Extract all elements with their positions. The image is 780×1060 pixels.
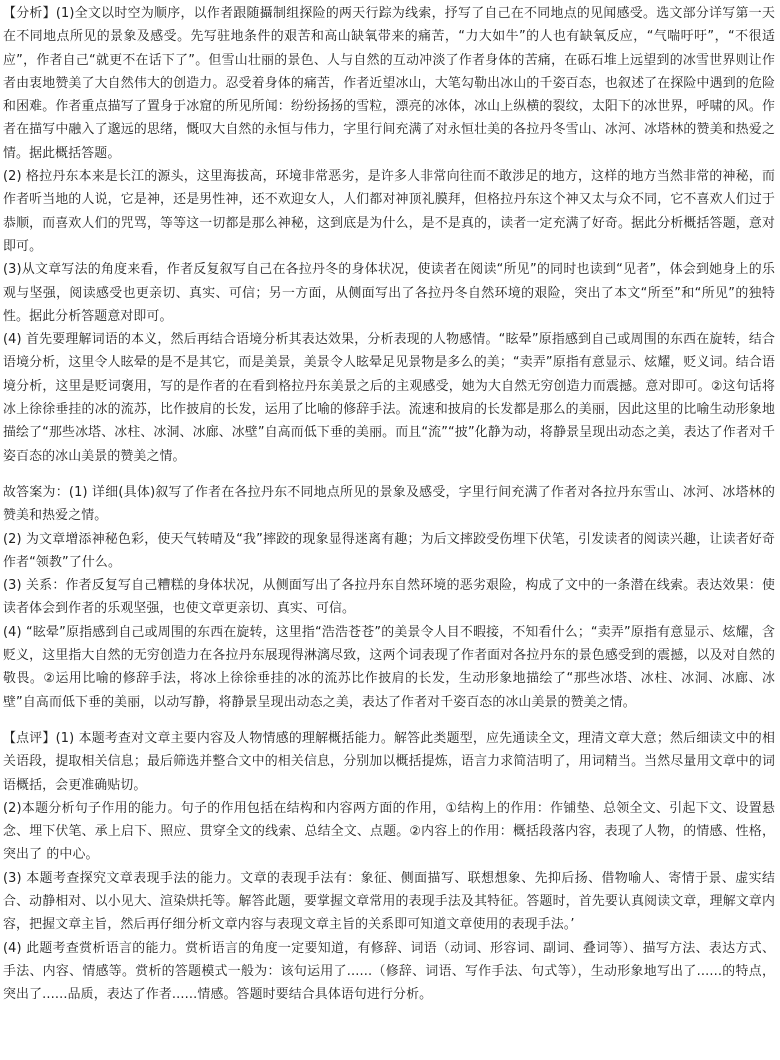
comment-section (3, 727, 775, 1007)
section-gap (3, 714, 775, 727)
answer-paragraph-4: (4) “眩晕”原指感到自己或周围的东西在旋转，这里指“浩浩苍苍”的美景令人目不暇接，不知看什么；“卖弄”原指有意显示、炫耀，含贬义，这里指大自然的无穷创造力在各拉丹东展现得淋漓尽致，这两个词表现了作者面对各拉丹东的景色感受到的震撼，以及对自然的敬畏。②运用比喻的修辞手法，将冰上徐徐垂挂的冰的流苏比作披肩的长发，生动形象地描绘了“那些冰塔、冰柱、冰洞、冰廊、冰壁”自高而低下垂的美丽，以动写静，将静景呈现出动态之美，表达了作者对千姿百态的冰山美景的赞美之情。 (3, 624, 775, 710)
answer-paragraph-1: 故答案为：(1) 详细(具体)叙写了作者在各拉丹东不同地点所见的景象及感受，字里行间充满了作者对各拉丹东雪山、冰河、冰塔林的赞美和热爱之情。 (3, 484, 775, 524)
comment-paragraph-4: (4) 此题考查赏析语言的能力。赏析语言的角度一定要知道，有修辞、词语（动词、形容词、副词、叠词等）、描写方法、表达方式、手法、内容、情感等。赏析的答题模式一般为：该句运用了......（修辞、词语、写作手法、句式等），生动形象地写出了......的特点，突出了......品质，表达了作者......情感。答题时要结合具体语句进行分析。 (3, 940, 775, 1003)
comment-paragraph-3: (3) 本题考查探究文章表现手法的能力。文章的表现手法有：象征、侧面描写、联想想象、先抑后扬、借物喻人、寄情于景、虚实结合、动静相对、以小见大、渲染烘托等。解答此题，要掌握文章常用的表现手法及其特征。答题时，首先要认真阅读文章，理解文章内容，把握文章主旨，然后再仔细分析文章内容与表现文章主旨的关系即可知道文章使用的表现手法。’ (3, 870, 775, 933)
answer-paragraph-2: (2) 为文章增添神秘色彩，使天气转晴及“我”摔跤的现象显得迷离有趣；为后文摔跤受伤埋下伏笔，引发读者的阅读兴趣，让读者好奇作者“领教”了什么。 (3, 531, 775, 570)
comment-paragraph-1: 【点评】(1) 本题考查对文章主要内容及人物情感的理解概括能力。解答此类题型，应先通读全文，理清文章大意；然后细读文中的相关语段，提取相关信息；最后筛选并整合文中的相关信息，分别加以概括提炼，语言力求简洁明了，用词精当。当然尽量用文章中的词语概括，会更准确贴切。 (3, 730, 775, 793)
comment-paragraph-2: (2)本题分析句子作用的能力。句子的作用包括在结构和内容两方面的作用，①结构上的作用：作铺垫、总领全文、引起下文、设置悬念、埋下伏笔、承上启下、照应、贯穿全文的线索、总结全文、点题。②内容上的作用：概括段落内容，表现了人物，的情感、性格，突出了 的中心。 (3, 800, 775, 863)
answer-paragraph-3: (3) 关系：作者反复写自己糟糕的身体状况，从侧面写出了各拉丹东自然环境的恶劣艰险，构成了文中的一条潜在线索。表达效果：使读者体会到作者的乐观坚强，也使文章更亲切、真实、可信。 (3, 578, 775, 617)
analysis-paragraph-1: 【分析】(1)全文以时空为顺序，以作者跟随攝制组探险的两天行踪为线索，抒写了自己在不同地点的见闻感受。选文部分详写第一天在不同地点所见的景象及感受。先写驻地条件的艰苦和高山缺氧带来的痛苦，“力大如牛”的人也有缺氧反应，“气喘吁吁”，“不很适应”，作者自己“就更不在话下了”。但雪山壮丽的景色、人与自然的互动冲淡了作者身体的苦痛，在砾石堆上远望到的冰雪世界则让作者由衷地赞美了大自然伟大的创造力。忍受着身体的痛苦，作者近望冰山，大笔勾勒出冰山的千姿百态，也叙述了在探险中遇到的危险和困难。作者重点描写了置身于冰窟的所见所闻：纷纷扬扬的雪粒，漂亮的冰体，冰山上纵横的裂纹，太阳下的冰世界，呼啸的风。作者在描写中融入了邈远的思绪，慨叹大自然的永恒与伟力，字里行间充满了对永恒壮美的各拉丹冬雪山、冰河、冰塔林的赞美和热爱之情。据此概括答题。 (3, 6, 775, 161)
section-gap (3, 468, 775, 481)
analysis-section (3, 2, 775, 468)
analysis-paragraph-2: (2) 格拉丹东本来是长江的源头，这里海拔高，环境非常恶劣，是许多人非常向往而不敢涉足的地方，这样的地方当然非常的神秘，而作者听当地的人说，它是神，还是男性神，还不欢迎女人，人们都对神顶礼膜拜，但格拉丹东这个神又太与众不同，它不喜欢人们过于恭顺，而喜欢人们的咒骂，等等这一切都是那么神秘，这到底是为什么，是不是真的，读者一定充满了好奇。据此分析概括答题，意对即可。 (3, 169, 775, 254)
analysis-paragraph-4: (4) 首先要理解词语的本义，然后再结合语境分析其表达效果，分析表现的人物感情。“眩晕”原指感到自己或周围的东西在旋转，结合语境分析，这里令人眩晕的是不是其它，而是美景，美景令人眩晕足见景物是多么的美；“卖弄”原指有意显示、炫耀，贬义词。结合语境分析，这里是贬词褒用，写的是作者的在看到格拉丹东美景之后的主观感受，她为大自然无穷创造力而震撼。意对即可。②这句话将冰上徐徐垂挂的冰的流苏，比作披肩的长发，运用了比喻的修辞手法。流速和披肩的长发都是那么的美丽，因此这里的比喻生动形象地描绘了“那些冰塔、冰柱、冰洞、冰廊、冰壁”自高而低下垂的美丽。而且“流”“披”化静为动，将静景呈现出动态之美，表达了作者对千姿百态的冰山美景的赞美之情。 (3, 332, 775, 464)
analysis-paragraph-3: (3)从文章写法的角度来看，作者反复叙写自己在各拉丹冬的身体状况，使读者在阅读“所见”的同时也读到“见者”，体会到她身上的乐观与坚强，阅读感受也更亲切、真实、可信；另一方面，从侧面写出了各拉丹冬自然环境的艰险，突出了本文“所至”和“所见”的独特性。据此分析答题意对即可。 (3, 262, 775, 324)
answer-section (3, 481, 775, 714)
